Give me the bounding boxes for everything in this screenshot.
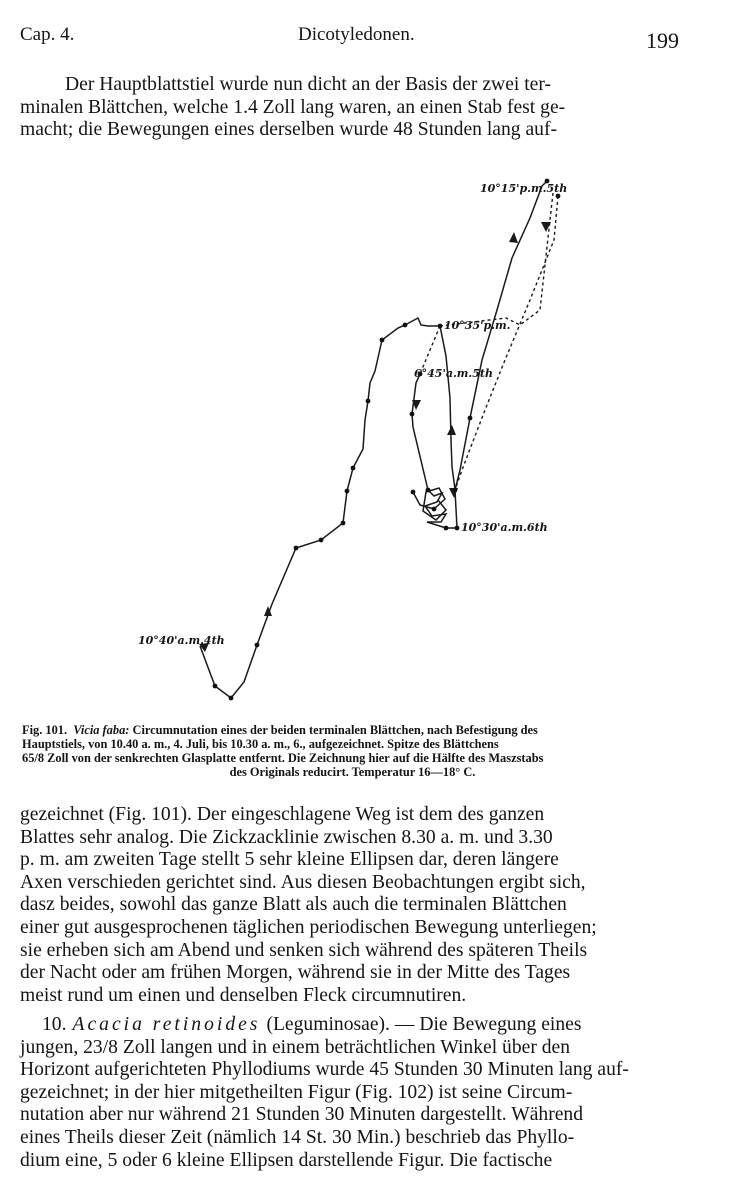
species-name: Acacia retinoides [72,1014,261,1035]
text-line: macht; die Bewegungen eines derselben wurde 48 Stunden lang auf- [20,119,558,141]
text-line: nutation aber nur während 21 Stunden 30 Minuten dargestellt. Während [20,1104,584,1126]
label-mid2: 6°45'a.m.5th [414,367,493,380]
chapter-label: Cap. 4. [20,24,75,45]
text-line: gezeichnet; in der hier mitgetheilten Figur (Fig. 102) ist seine Circum- [20,1081,573,1103]
trace-dot [319,538,324,543]
figure-caption [22,723,683,779]
caption-line3: 65/8 Zoll von der senkrechten Glasplatte entfernt. Die Zeichnung hier auf die Hälfte des Maszstabs [22,751,544,765]
label-mid1: 10°35'p.m. [444,319,511,332]
caption-line1: Circumnutation eines der beiden terminalen Blättchen, nach Befestigung des [132,723,538,737]
caption-species: Vicia faba: [73,723,130,737]
caption-fig-no: Fig. 101. [22,723,68,737]
label-right: 10°30'a.m.6th [461,521,548,534]
trace-dot [366,399,371,404]
section-number: 10. [42,1014,67,1035]
trace-dot [411,490,416,495]
dotted-trace [455,196,558,490]
trace-dot [380,338,385,343]
text-line: Axen verschieden gerichtet sind. Aus diesen Beobachtungen ergibt sich, [20,871,586,893]
trace-dot [455,526,460,531]
text-line: einer gut ausgesprochenen täglichen periodischen Bewegung unterliegen; [20,916,597,938]
paragraph-bottom [20,1014,684,1172]
trace-path [440,326,455,489]
family-text: (Leguminosae). — Die Bewegung eines [266,1014,582,1035]
caption-line2: Hauptstiels, von 10.40 a. m., 4. Juli, bis 10.30 a. m., 6., aufgezeichnet. Spitze des Blättchens [22,737,499,751]
trace-path [446,181,547,528]
trace-dot [351,466,356,471]
text-line: Horizont aufgerichteten Phyllodiums wurde 45 Stunden 30 Minuten lang auf- [20,1059,629,1081]
text-line: p. m. am zweiten Tage stellt 5 sehr kleine Ellipsen dar, deren längere [20,849,559,871]
dotted-trace [440,193,553,326]
trace-dot [229,696,234,701]
text-line: Der Hauptblattstiel wurde nun dicht an der Basis der zwei ter- [65,74,552,95]
text-line: Blattes sehr analog. Die Zickzacklinie zwischen 8.30 a. m. und 3.30 [20,826,553,848]
trace-path [200,318,440,698]
text-line: gezeichnet (Fig. 101). Der eingeschlagene Weg ist dem des ganzen [20,804,545,825]
trace-dot [444,526,449,531]
text-line: der Nacht oder am frühen Morgen, während sie in der Mitte des Tages [20,962,571,984]
section-title: Dicotyledonen. [298,24,415,45]
trace-dot [438,324,443,329]
trace-dot [255,643,260,648]
text-line: dium eine, 5 oder 6 kleine Ellipsen darstellende Figur. Die factische [20,1149,553,1171]
page-number: 199 [646,28,679,53]
trace-path [412,374,446,528]
trace-dot [426,488,431,493]
trace-dot [294,546,299,551]
paragraph-mid [20,804,684,1007]
trace-dot [345,489,350,494]
trace-dot [403,323,408,328]
trace-dot [410,412,415,417]
trace-dot [453,488,458,493]
text-line: eines Theils dieser Zeit (nämlich 14 St. 30 Min.) beschrieb das Phyllo- [20,1126,575,1148]
arrow-marker [447,425,456,435]
text-line: dasz beides, sowohl das ganze Blatt als auch die terminalen Blättchen [20,894,567,916]
arrow-marker [509,232,518,243]
text-line: meist rund um einen und denselben Fleck circumnutiren. [20,984,467,1006]
trace-dot [213,684,218,689]
label-top: 10°15'p.m.5th [480,182,568,195]
label-start: 10°40'a.m.4th [138,634,225,647]
text-line: minalen Blättchen, welche 1.4 Zoll lang waren, an einen Stab fest ge- [20,96,566,118]
text-line: jungen, 23/8 Zoll langen und in einem beträchtlichen Winkel über den [20,1036,571,1058]
caption-line4: des Originals reducirt. Temperatur 16—18° C. [229,765,476,779]
trace-dot [468,416,473,421]
text-line: sie erheben sich am Abend und senken sich während des späteren Theils [20,939,588,961]
trace-dot [341,521,346,526]
trace-dot [432,507,437,512]
